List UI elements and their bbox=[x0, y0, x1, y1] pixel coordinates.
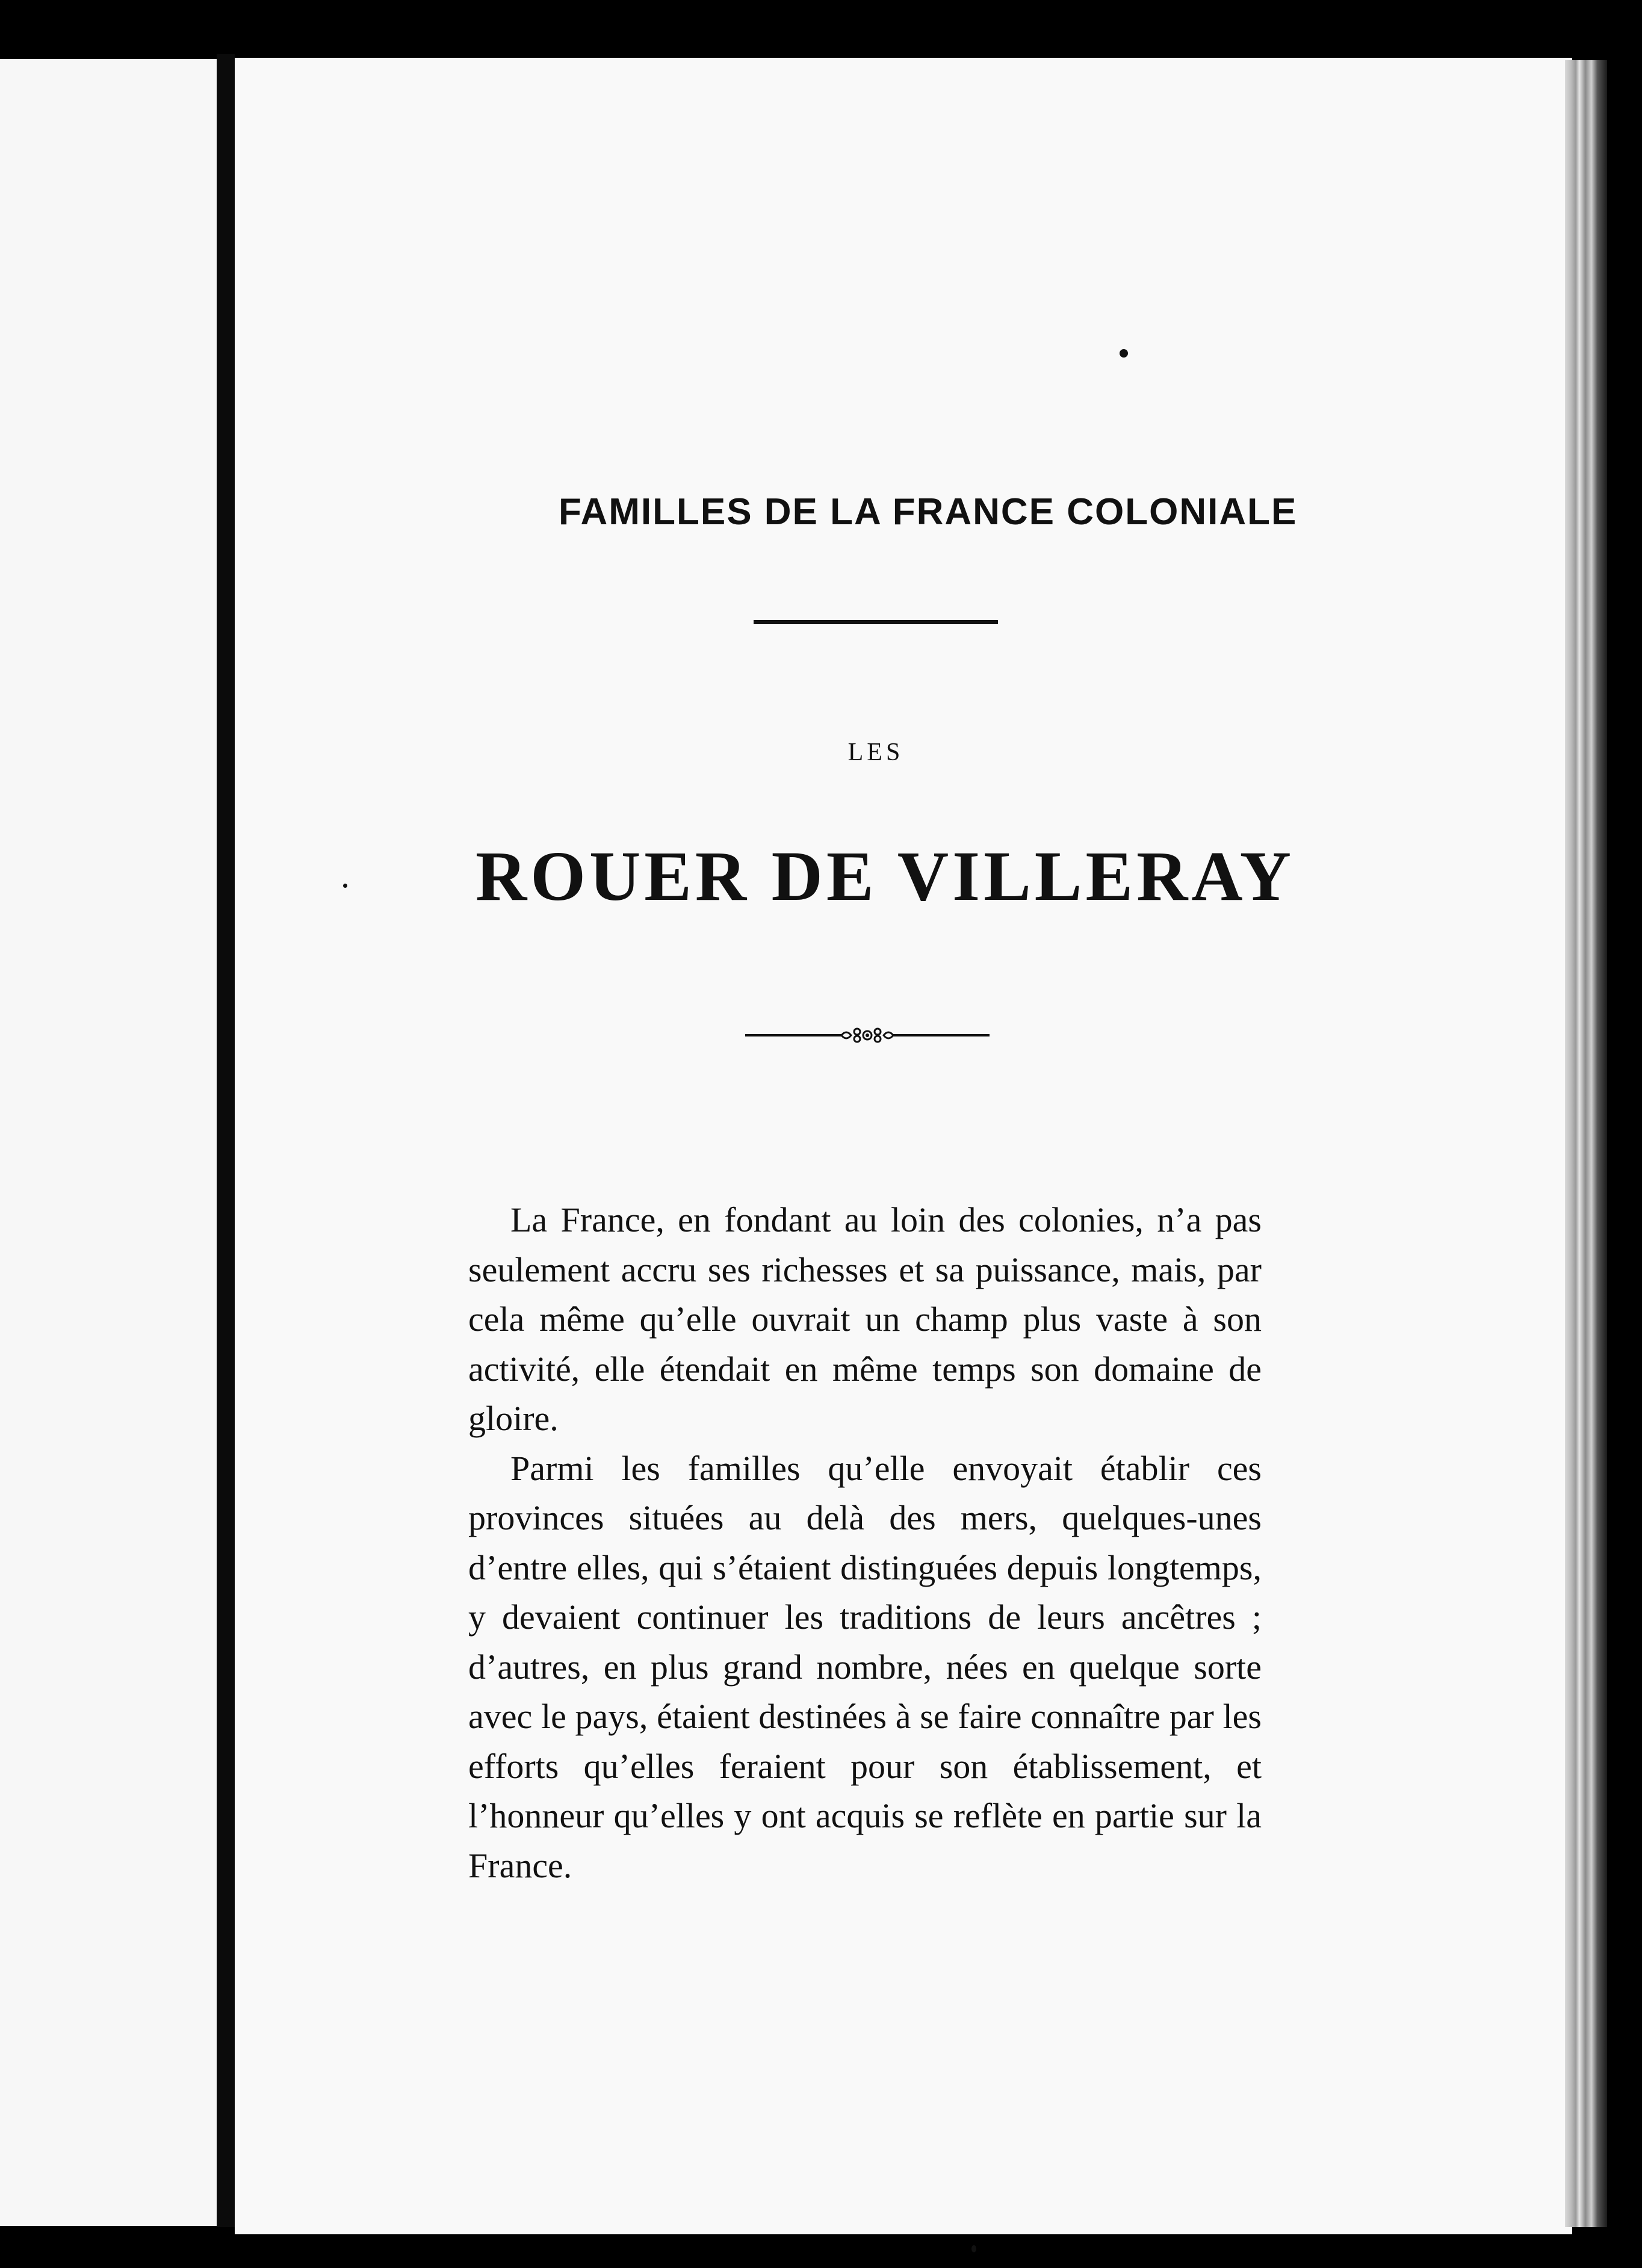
gutter-line bbox=[217, 54, 235, 2227]
body-text bbox=[468, 1195, 1262, 1906]
ornamental-divider bbox=[745, 1023, 990, 1047]
right-page bbox=[235, 58, 1572, 2234]
page-edge-shadow bbox=[1565, 60, 1607, 2227]
series-title: FAMILLES DE LA FRANCE COLONIALE bbox=[559, 491, 1298, 533]
left-page bbox=[0, 59, 217, 2226]
paragraph: La France, en fondant au loin des colonies, n’a pas seulement accru ses richesses et sa puissance, mais, par cela même qu’elle ouvrait un champ plus vaste à son activité, elle étendait en même temps son domaine de gloire. bbox=[468, 1200, 1262, 1438]
ink-speck bbox=[343, 884, 347, 888]
title-article: LES bbox=[847, 739, 904, 766]
ink-speck bbox=[971, 2245, 976, 2252]
title-rule bbox=[754, 620, 998, 624]
paragraph: Parmi les familles qu’elle envoyait établir ces provinces situées au delà des mers, quelques-unes d’entre elles, qui s’étaient distinguées depuis longtemps, y devaient continuer les traditions de leurs ancêtres ; d’autres, en plus grand nombre, nées en quelque sorte avec le pays, étaient destinées à se faire connaître par les efforts qu’elles feraient pour son établissement, et l’honneur qu’elles y ont acquis se reflète en partie sur la France. bbox=[468, 1448, 1262, 1885]
ink-speck bbox=[1120, 349, 1128, 358]
main-title: ROUER DE VILLERAY bbox=[476, 837, 1295, 916]
